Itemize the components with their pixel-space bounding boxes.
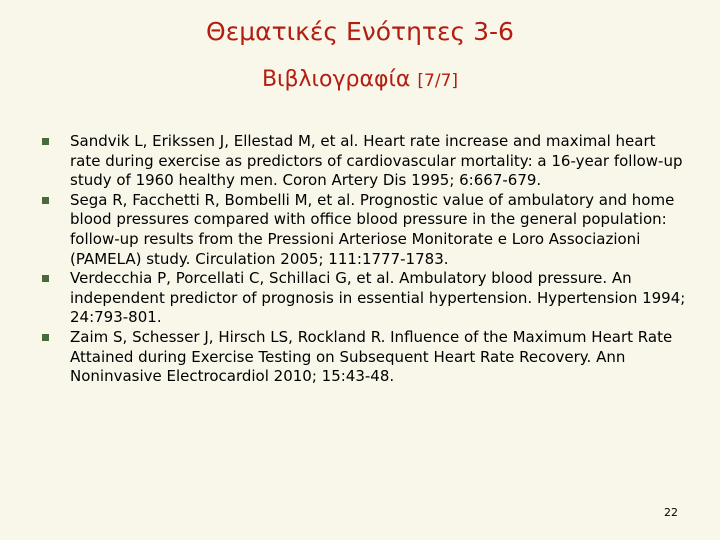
reference-item [42, 269, 690, 328]
reference-text: Verdecchia P, Porcellati C, Schillaci G, et al. Ambulatory blood pressure. An independent predictor of prognosis in essential hypertension. Hypertension 1994; 24:793-801. [70, 269, 686, 327]
slide-subtitle [0, 64, 720, 97]
square-bullet-icon [42, 334, 49, 341]
square-bullet-icon [42, 138, 49, 145]
reference-item [42, 191, 690, 269]
reference-text: Sega R, Facchetti R, Bombelli M, et al. Prognostic value of ambulatory and home blood pressures compared with office blood pressure in the general population: follow-up results from the Pressioni Arteriose Monitorate e Loro Associazioni (PAMELA) study. Circulation 2005; 111:1777-1783. [70, 190, 675, 268]
reference-item [42, 328, 690, 387]
reference-list [42, 132, 690, 387]
square-bullet-icon [42, 275, 49, 282]
reference-text: Zaim S, Schesser J, Hirsch LS, Rockland R. Influence of the Maximum Heart Rate Attained during Exercise Testing on Subsequent Heart Rate Recovery. Ann Noninvasive Electrocardiol 2010; 15:43-48. [70, 327, 673, 386]
subtitle-text: Βιβλιογραφία [261, 67, 411, 92]
reference-text: Sandvik L, Erikssen J, Ellestad M, et al. Heart rate increase and maximal heart rate during exercise as predictors of cardiovascular mortality: a 16-year follow-up study of 1960 healthy men. Coron Artery Dis 1995; 6:667-679. [70, 132, 683, 190]
slide-title: Θεματικές Ενότητες 3-6 [206, 17, 514, 46]
page-number: 22 [664, 506, 678, 519]
square-bullet-icon [42, 197, 49, 204]
subtitle-counter: [7/7] [417, 71, 459, 91]
reference-item [42, 132, 690, 191]
